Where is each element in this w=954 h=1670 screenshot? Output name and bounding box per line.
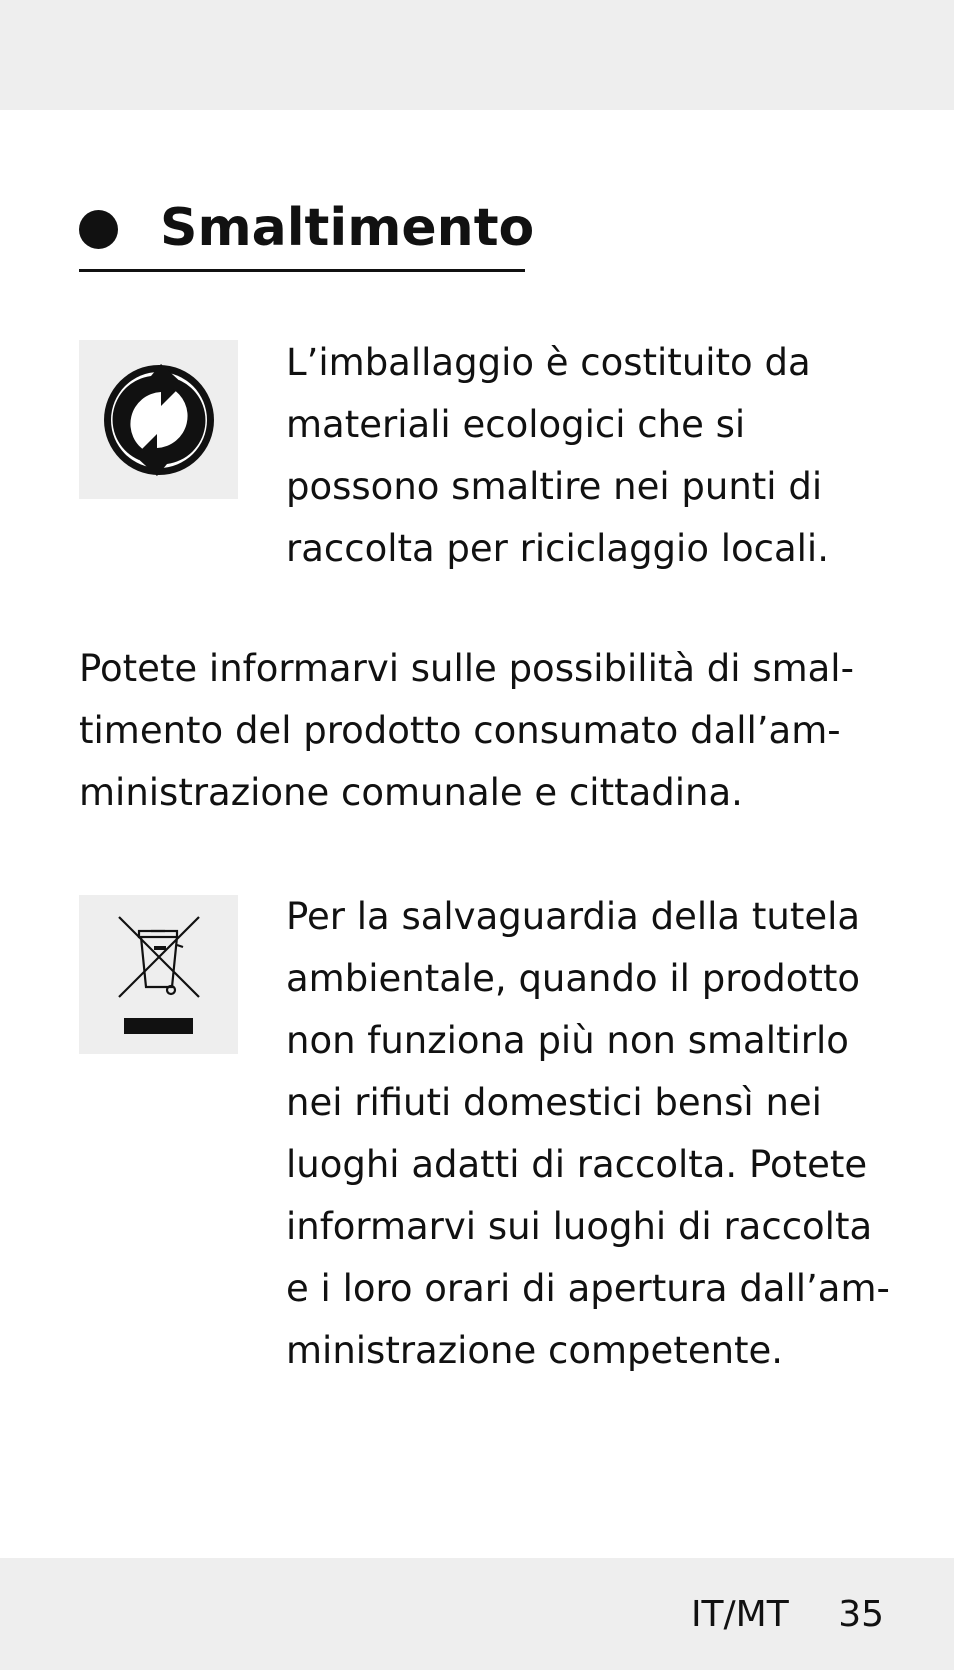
text-line: non funziona più non smaltirlo xyxy=(286,1019,849,1062)
text-line: Potete informarvi sulle possibilità di smal- xyxy=(79,647,854,690)
text-line: timento del prodotto consumato dall’am- xyxy=(79,709,841,752)
section-heading xyxy=(79,196,535,272)
text-line: e i loro orari di apertura dall’am- xyxy=(286,1267,890,1310)
section-title: Smaltimento xyxy=(160,198,535,258)
text-line: possono smaltire nei punti di xyxy=(286,465,823,508)
text-line: nei rifiuti domestici bensì nei xyxy=(286,1081,822,1124)
page-footer xyxy=(691,1585,884,1645)
text-line: ministrazione competente. xyxy=(286,1329,784,1372)
text-line: ministrazione comunale e cittadina. xyxy=(79,771,743,814)
top-band xyxy=(0,0,954,110)
text-line: Per la salvaguardia della tutela xyxy=(286,895,861,938)
text-line: raccolta per riciclaggio locali. xyxy=(286,527,829,570)
text-line: ambientale, quando il prodotto xyxy=(286,957,861,1000)
municipal-paragraph xyxy=(79,638,854,824)
text-line: luoghi adatti di raccolta. Potete xyxy=(286,1143,868,1186)
bullet-icon xyxy=(79,210,118,249)
crossed-out-bin-icon xyxy=(79,895,238,1054)
packaging-paragraph xyxy=(286,332,829,580)
text-line: informarvi sui luoghi di raccolta xyxy=(286,1205,873,1248)
product-disposal-paragraph xyxy=(286,886,890,1382)
green-dot-recycling-icon xyxy=(79,340,238,499)
page-number: 35 xyxy=(838,1594,884,1635)
language-code: IT/MT xyxy=(690,1594,789,1635)
text-line: L’imballaggio è costituito da xyxy=(286,341,811,384)
text-line: materiali ecologici che si xyxy=(286,403,746,446)
